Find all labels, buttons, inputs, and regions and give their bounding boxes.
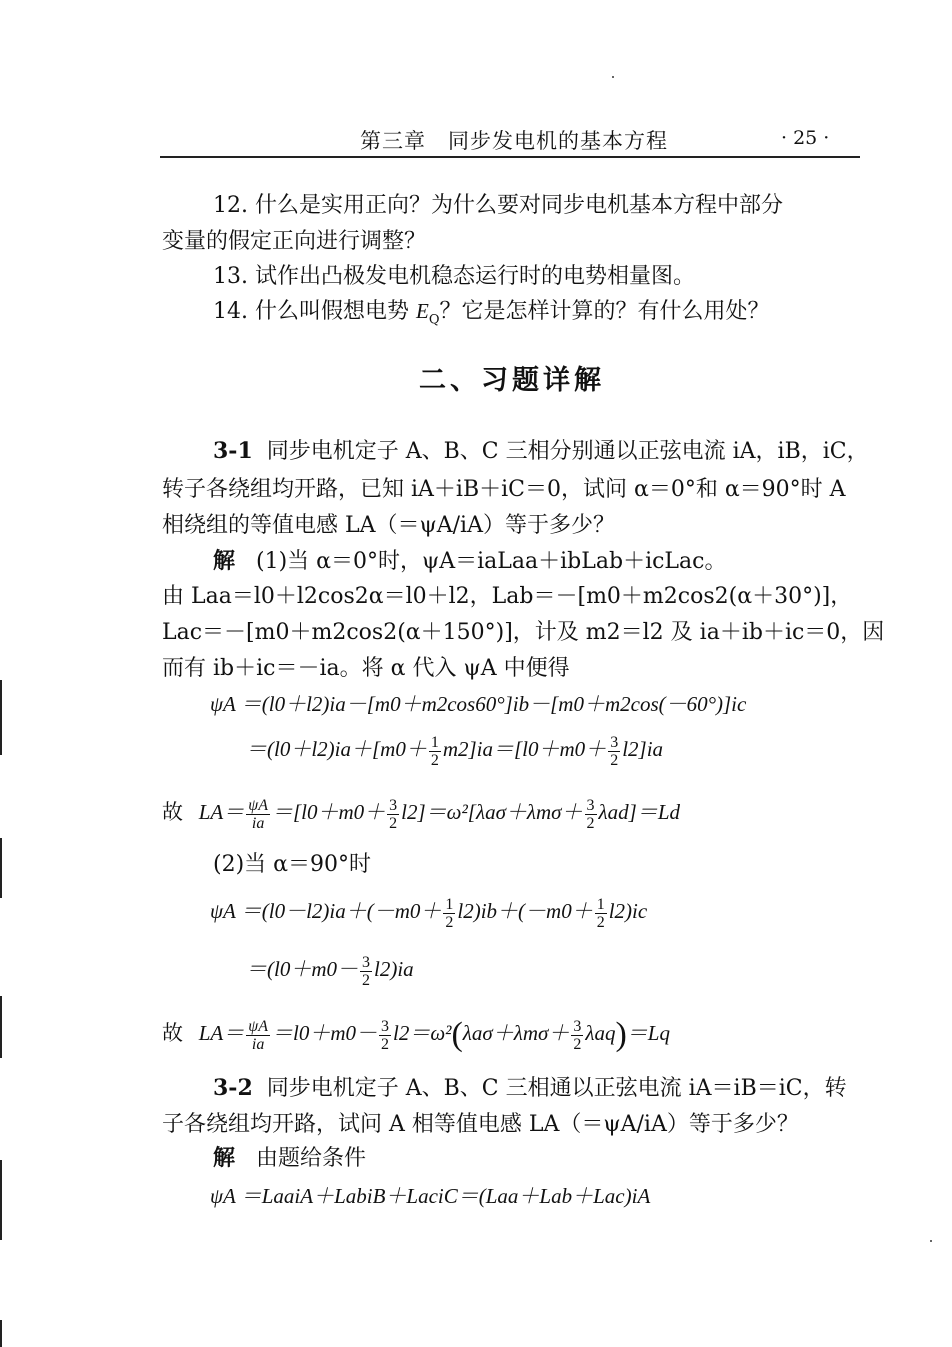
equation-la-lq: 故 LA＝ $\frac{\psi A}{ia}$ ＝l0＋m0－ $\frac{3}{2}$ l2＝ω²(λaσ＋λmσ＋ $\frac{3}{2}$ λaq)＝Lq [162,1016,670,1054]
header-rule [160,156,860,158]
problem-3-2-line-1: 3-2 同步电机定子 A、B、C 三相通以正弦电流 iA＝iB＝iC，转 [213,1075,847,1101]
equation-psi-a-simplified: ＝(l0＋l2)ia＋[m0＋ $\frac{1}{2}$ m2]ia＝[l0＋m0＋ $\frac{3}{2}$ l2]ia [246,733,664,769]
question-12-line-2: 变量的假定正向进行调整？ [162,229,427,254]
scan-speck [612,76,614,78]
problem-3-1-line-1: 3-1 同步电机定子 A、B、C 三相分别通以正弦电流 iA，iB，iC， [213,438,869,464]
solution-3-1-part-2: (2)当 α＝90°时 [213,852,372,877]
solution-3-1-line-2: 由 Laa＝l0＋l2cos2α＝l0＋l2，Lab＝－[m0＋m2cos2(α＋30°)]， [162,584,853,609]
section-title: 二、习题详解 [419,365,605,396]
equation-psi-a-alpha-90: ψA ＝(l0－l2)ia＋(－m0＋ $\frac{1}{2}$ l2)ib＋(－m0＋ $\frac{1}{2}$ l2)ic [210,895,648,931]
scan-edge-mark [0,1160,2,1240]
solution-3-1-line-1: 解 (1)当 α＝0°时，ψA＝iaLaa＋ibLab＋icLac。 [213,548,727,574]
scan-edge-mark [0,1320,2,1347]
question-14: 14. 什么叫假想电势 $E_Q$？它是怎样计算的？有什么用处？ [213,299,770,328]
scan-speck [930,1240,932,1242]
solution-3-2-line-1: 解 由题给条件 [213,1145,367,1171]
equation-psi-a-alpha-90-simplified: ＝(l0＋m0－ $\frac{3}{2}$ l2)ia [246,953,414,989]
page-number: · 25 · [781,127,830,149]
problem-3-2-line-2: 子各绕组均开路，试问 A 相等值电感 LA（＝ψA/iA）等于多少？ [162,1112,799,1137]
scan-edge-mark [0,838,2,898]
equation-psi-a-3-2: ψA ＝LaaiA＋LabiB＋LaciC＝(Laa＋Lab＋Lac)iA [210,1184,651,1208]
question-13: 13. 试作出凸极发电机稳态运行时的电势相量图。 [213,264,695,289]
equation-la-ld: 故 LA＝ $\frac{\psi A}{ia}$ ＝[l0＋m0＋ $\frac{3}{2}$ l2]＝ω²[λaσ＋λmσ＋ $\frac{3}{2}$ λad]＝Ld [162,796,680,832]
problem-label: 3-1 [213,438,253,464]
equation-psi-a-alpha-0: ψA ＝(l0＋l2)ia－[m0＋m2cos60°]ib－[m0＋m2cos(－60°)]ic [210,692,747,716]
chapter-title: 第三章 同步发电机的基本方程 [360,129,668,153]
scan-edge-mark [0,680,2,755]
question-12-line-1: 12. 什么是实用正向？为什么要对同步电机基本方程中部分 [213,193,783,218]
solution-3-1-line-3: Lac＝－[m0＋m2cos2(α＋150°)]，计及 m2＝l2 及 ia＋ib＋ic＝0，因 [162,620,885,645]
problem-3-1-line-2: 转子各绕组均开路，已知 iA＋iB＋iC＝0，试问 α＝0°和 α＝90°时 A [162,477,846,502]
problem-3-1-line-3: 相绕组的等值电感 LA（＝ψA/iA）等于多少？ [162,513,615,538]
scan-edge-mark [0,996,2,1058]
solution-3-1-line-4: 而有 ib＋ic＝－ia。将 α 代入 ψA 中便得 [162,656,570,681]
